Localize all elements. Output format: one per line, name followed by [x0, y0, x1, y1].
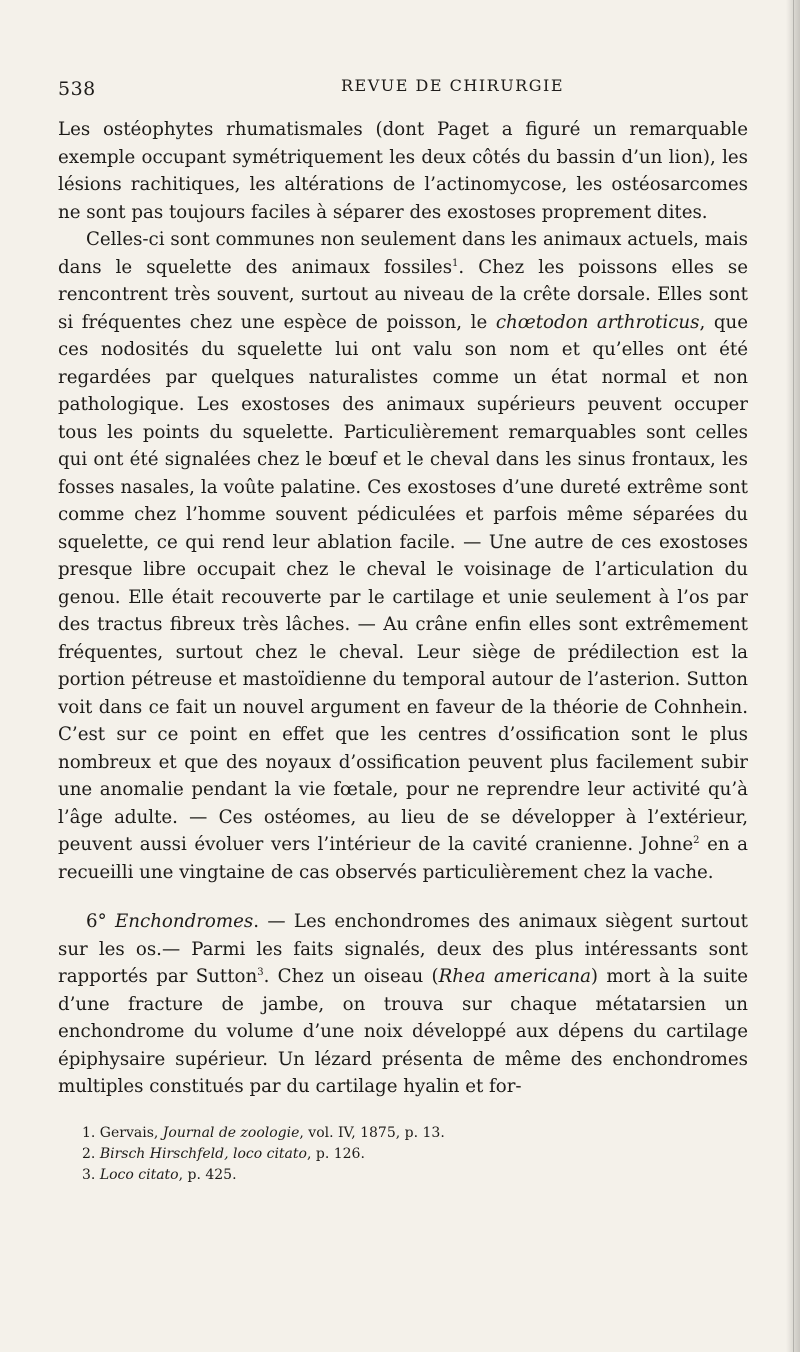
footnote-title: Birsch Hirschfeld, loco citato: [99, 1146, 307, 1162]
text-segment: . Chez les poissons elles se rencontrent très souvent, surtout au niveau de la crête dorsale. Elles sont si fréquentes chez une espèce de poisson, le: [58, 256, 748, 333]
species-name: Rhea americana: [438, 966, 591, 987]
footnote-text: , vol. IV, 1875, p. 13.: [299, 1125, 445, 1141]
footnote-text: , p. 425.: [178, 1167, 237, 1183]
page-header: [58, 76, 748, 104]
text-segment: Celles-ci sont communes non seulement dans les animaux actuels, mais dans le squelette des animaux fossiles: [58, 229, 748, 278]
text-segment: Les ostéophytes rhumatismales (dont Paget a figuré un remarquable exemple occupant symétriquement les deux côtés du bassin d’un lion), les lésions rachitiques, les altérations de l’actinomycose, les ostéosarcomes ne sont pas toujours faciles à séparer des exostoses proprement dites.: [58, 119, 748, 223]
footnote-text: , p. 126.: [306, 1146, 365, 1162]
footnote-ref-2: 2: [693, 834, 700, 846]
page-edge-line: [793, 0, 794, 1352]
footnote-2: [82, 1144, 742, 1165]
footnote-text: 1. Gervais,: [82, 1125, 163, 1141]
footnote-text: 2.: [82, 1146, 100, 1162]
paragraph-1: [58, 116, 748, 226]
text-segment: ) mort à la suite d’une fracture de jambe, on trouva sur chaque métatarsien un enchondrome du volume d’une noix développé aux dépens du cartilage épiphysaire supérieur. Un lézard présenta de même des enchondromes multiples constitués par du cartilage hyalin et for-: [58, 966, 749, 1097]
text-segment: . Chez un oiseau (: [263, 966, 439, 987]
text-segment: , que ces nodosités du squelette lui ont valu son nom et qu’elles ont été regardées par quelques naturalistes comme un état normal et non pathologique. Les exostoses des animaux supérieurs peuvent occuper tous les points du squelette. Particulièrement remarquables sont celles qui ont été signalées chez le bœuf et le cheval dans les sinus frontaux, les fosses nasales, la voûte palatine. Ces exostoses d’une dureté extrême sont comme chez l’homme souvent pédiculées et parfois même séparées du squelette, ce qui rend leur ablation facile. — Une autre de ces exostoses presque libre occupait chez le cheval le voisinage de l’articulation du genou. Elle était recouverte par le cartilage et unie seulement à l’os par des tractus fibreux très lâches. — Au crâne enfin elles sont extrêmement fréquentes, surtout chez le cheval. Leur siège de prédilection est la portion pétreuse et mastoïdienne du temporal autour de l’asterion. Sutton voit dans ce fait un nouvel argument en faveur de la théorie de Cohnhein. C’est sur ce point en effet que les centres d’ossification sont le plus nombreux et que des noyaux d’ossification peuvent plus facilement subir une anomalie pendant la vie fœtale, pour ne reprendre leur activité qu’à l’âge adulte. — Ces ostéomes, au lieu de se développer à l’extérieur, peuvent aussi évoluer vers l’intérieur de la cavité cranienne. Johne: [58, 311, 748, 855]
footnote-title: Journal de zoologie: [162, 1125, 300, 1141]
footnote-text: 3.: [82, 1167, 100, 1183]
section-heading: Enchondromes: [115, 911, 254, 932]
section-number: 6°: [86, 911, 116, 932]
paragraph-3-enchondromes: [58, 908, 748, 1101]
paragraph-2: [58, 226, 748, 886]
text-segment: . — Les enchondromes des animaux siègent surtout sur les os.— Parmi les faits signalés, deux des plus intéressants sont rapportés par Sutton: [58, 911, 748, 987]
species-name: chœtodon arthroticus: [495, 311, 700, 333]
text-segment: en a recueilli une vingtaine de cas observés particulièrement chez la vache.: [58, 834, 748, 883]
footnote-ref-3: 3: [257, 966, 264, 978]
footnote-ref-1: 1: [452, 257, 459, 269]
footnote-3: [82, 1165, 742, 1186]
running-title: REVUE DE CHIRURGIE: [341, 76, 564, 95]
page-number: 538: [58, 78, 96, 100]
body-text: [58, 116, 748, 1101]
footnote-1: [82, 1123, 742, 1144]
footnotes: [82, 1123, 742, 1186]
footnote-title: Loco citato: [99, 1167, 179, 1183]
